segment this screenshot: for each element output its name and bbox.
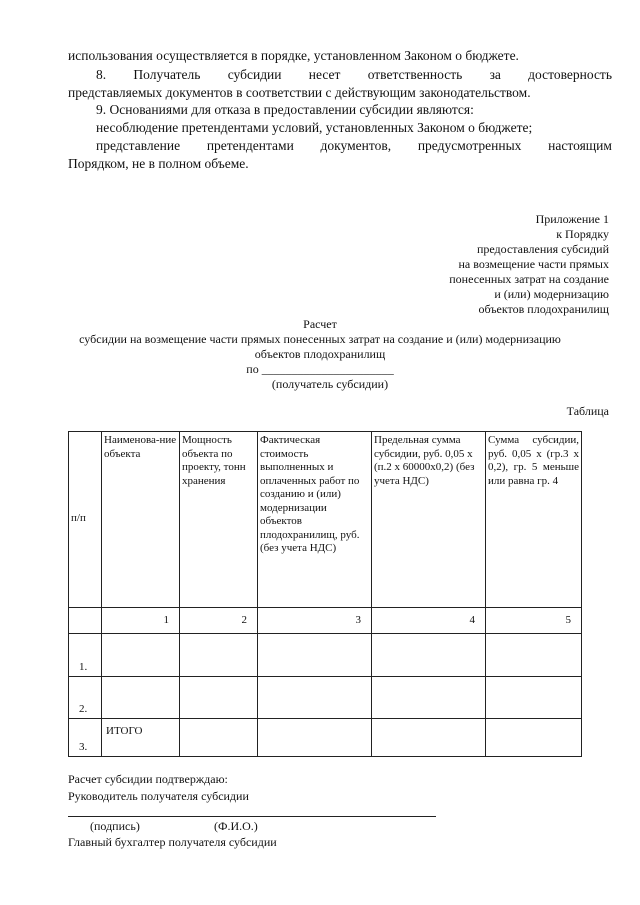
appendix-line: объектов плодохранилищ bbox=[478, 302, 609, 316]
word: за bbox=[489, 67, 501, 82]
header-cell-subsidy-sum: Сумма субсидии, руб. 0,05 х (гр.3 х 0,2), гр. 5 меньше или равна гр. 4 bbox=[486, 432, 582, 608]
appendix-line: понесенных затрат на создание bbox=[449, 272, 609, 286]
row-cell bbox=[486, 677, 582, 719]
row-cell bbox=[372, 677, 486, 719]
column-number-row bbox=[69, 608, 582, 634]
row-cell bbox=[258, 677, 372, 719]
intro-line-1: использования осуществляется в порядке, установленном Законом о бюджете. bbox=[68, 48, 519, 63]
row-cell bbox=[180, 677, 258, 719]
appendix-line: и (или) модернизацию bbox=[494, 287, 609, 301]
paragraph-9: 9. Основаниями для отказа в предоставлении субсидии являются: bbox=[96, 102, 474, 117]
row-name-cell bbox=[102, 634, 180, 677]
word: ответственность bbox=[367, 67, 463, 82]
header-cell-actual-cost: Фактическая стоимость выполненных и оплаченных работ по созданию и (или) модернизации объектов плодохранилищ, руб. (без учета НДС) bbox=[258, 432, 372, 608]
row-cell bbox=[486, 634, 582, 677]
calc-subtitle-line-1: субсидии на возмещение части прямых понесенных затрат на создание и (или) модернизацию bbox=[79, 332, 561, 346]
header-cell-number: п/п bbox=[69, 432, 102, 608]
column-number: 5 bbox=[486, 608, 582, 634]
total-label: ИТОГО bbox=[102, 719, 180, 757]
appendix-line: к Порядку bbox=[556, 227, 609, 241]
header-cell-max-subsidy: Предельная сумма субсидии, руб. 0,05 х (п.2 х 60000х0,2) (без учета НДС) bbox=[372, 432, 486, 608]
paragraph-8-line-2: представляемых документов в соответствии с действующим законодательством. bbox=[68, 85, 531, 100]
word: настоящим bbox=[548, 138, 612, 153]
column-number: 4 bbox=[372, 608, 486, 634]
word: предусмотренных bbox=[417, 138, 522, 153]
confirm-text: Расчет субсидии подтверждаю: bbox=[68, 772, 228, 786]
fio-label: (Ф.И.О.) bbox=[214, 819, 258, 833]
table-row-total bbox=[69, 719, 582, 757]
word: субсидии bbox=[227, 67, 282, 82]
row-cell bbox=[372, 719, 486, 757]
column-number bbox=[69, 608, 102, 634]
row-cell bbox=[258, 719, 372, 757]
row-cell bbox=[180, 634, 258, 677]
row-name-cell bbox=[102, 677, 180, 719]
row-cell bbox=[372, 634, 486, 677]
header-cell-name: Наименова-ние объекта bbox=[102, 432, 180, 608]
signature-line bbox=[68, 816, 436, 817]
word: 8. bbox=[96, 67, 107, 82]
head-of-recipient: Руководитель получателя субсидии bbox=[68, 789, 249, 803]
appendix-line: на возмещение части прямых bbox=[458, 257, 609, 271]
row-number: 3. bbox=[69, 719, 102, 757]
row-cell bbox=[258, 634, 372, 677]
word: несет bbox=[308, 67, 341, 82]
chief-accountant: Главный бухгалтер получателя субсидии bbox=[68, 835, 277, 849]
table-header-row bbox=[69, 432, 582, 608]
calc-subtitle-line-2: объектов плодохранилищ bbox=[254, 347, 386, 361]
subsidy-calc-table bbox=[68, 431, 582, 757]
row-number: 2. bbox=[69, 677, 102, 719]
column-number: 2 bbox=[180, 608, 258, 634]
reason-2-line-2: Порядком, не в полном объеме. bbox=[68, 156, 249, 171]
table-row bbox=[69, 634, 582, 677]
column-number: 1 bbox=[102, 608, 180, 634]
word: документов, bbox=[320, 138, 392, 153]
table-label: Таблица bbox=[566, 404, 609, 418]
signature-label: (подпись) bbox=[90, 819, 140, 833]
word: достоверность bbox=[528, 67, 612, 82]
recipient-line: по ______________________ bbox=[246, 362, 394, 376]
appendix-line: Приложение 1 bbox=[535, 212, 609, 226]
recipient-note: (получатель субсидии) bbox=[271, 377, 389, 391]
column-number: 3 bbox=[258, 608, 372, 634]
row-cell bbox=[180, 719, 258, 757]
word: Получатель bbox=[133, 67, 201, 82]
word: претендентами bbox=[206, 138, 294, 153]
reason-2-line-1 bbox=[68, 137, 612, 154]
row-cell bbox=[486, 719, 582, 757]
table-row bbox=[69, 677, 582, 719]
calc-title: Расчет bbox=[303, 317, 337, 331]
paragraph-8-line-1 bbox=[68, 66, 612, 83]
reason-1: несоблюдение претендентами условий, установленных Законом о бюджете; bbox=[96, 120, 533, 135]
word: представление bbox=[96, 138, 181, 153]
header-cell-capacity: Мощность объекта по проекту, тонн хранения bbox=[180, 432, 258, 608]
row-number: 1. bbox=[69, 634, 102, 677]
appendix-line: предоставления субсидий bbox=[476, 242, 609, 256]
